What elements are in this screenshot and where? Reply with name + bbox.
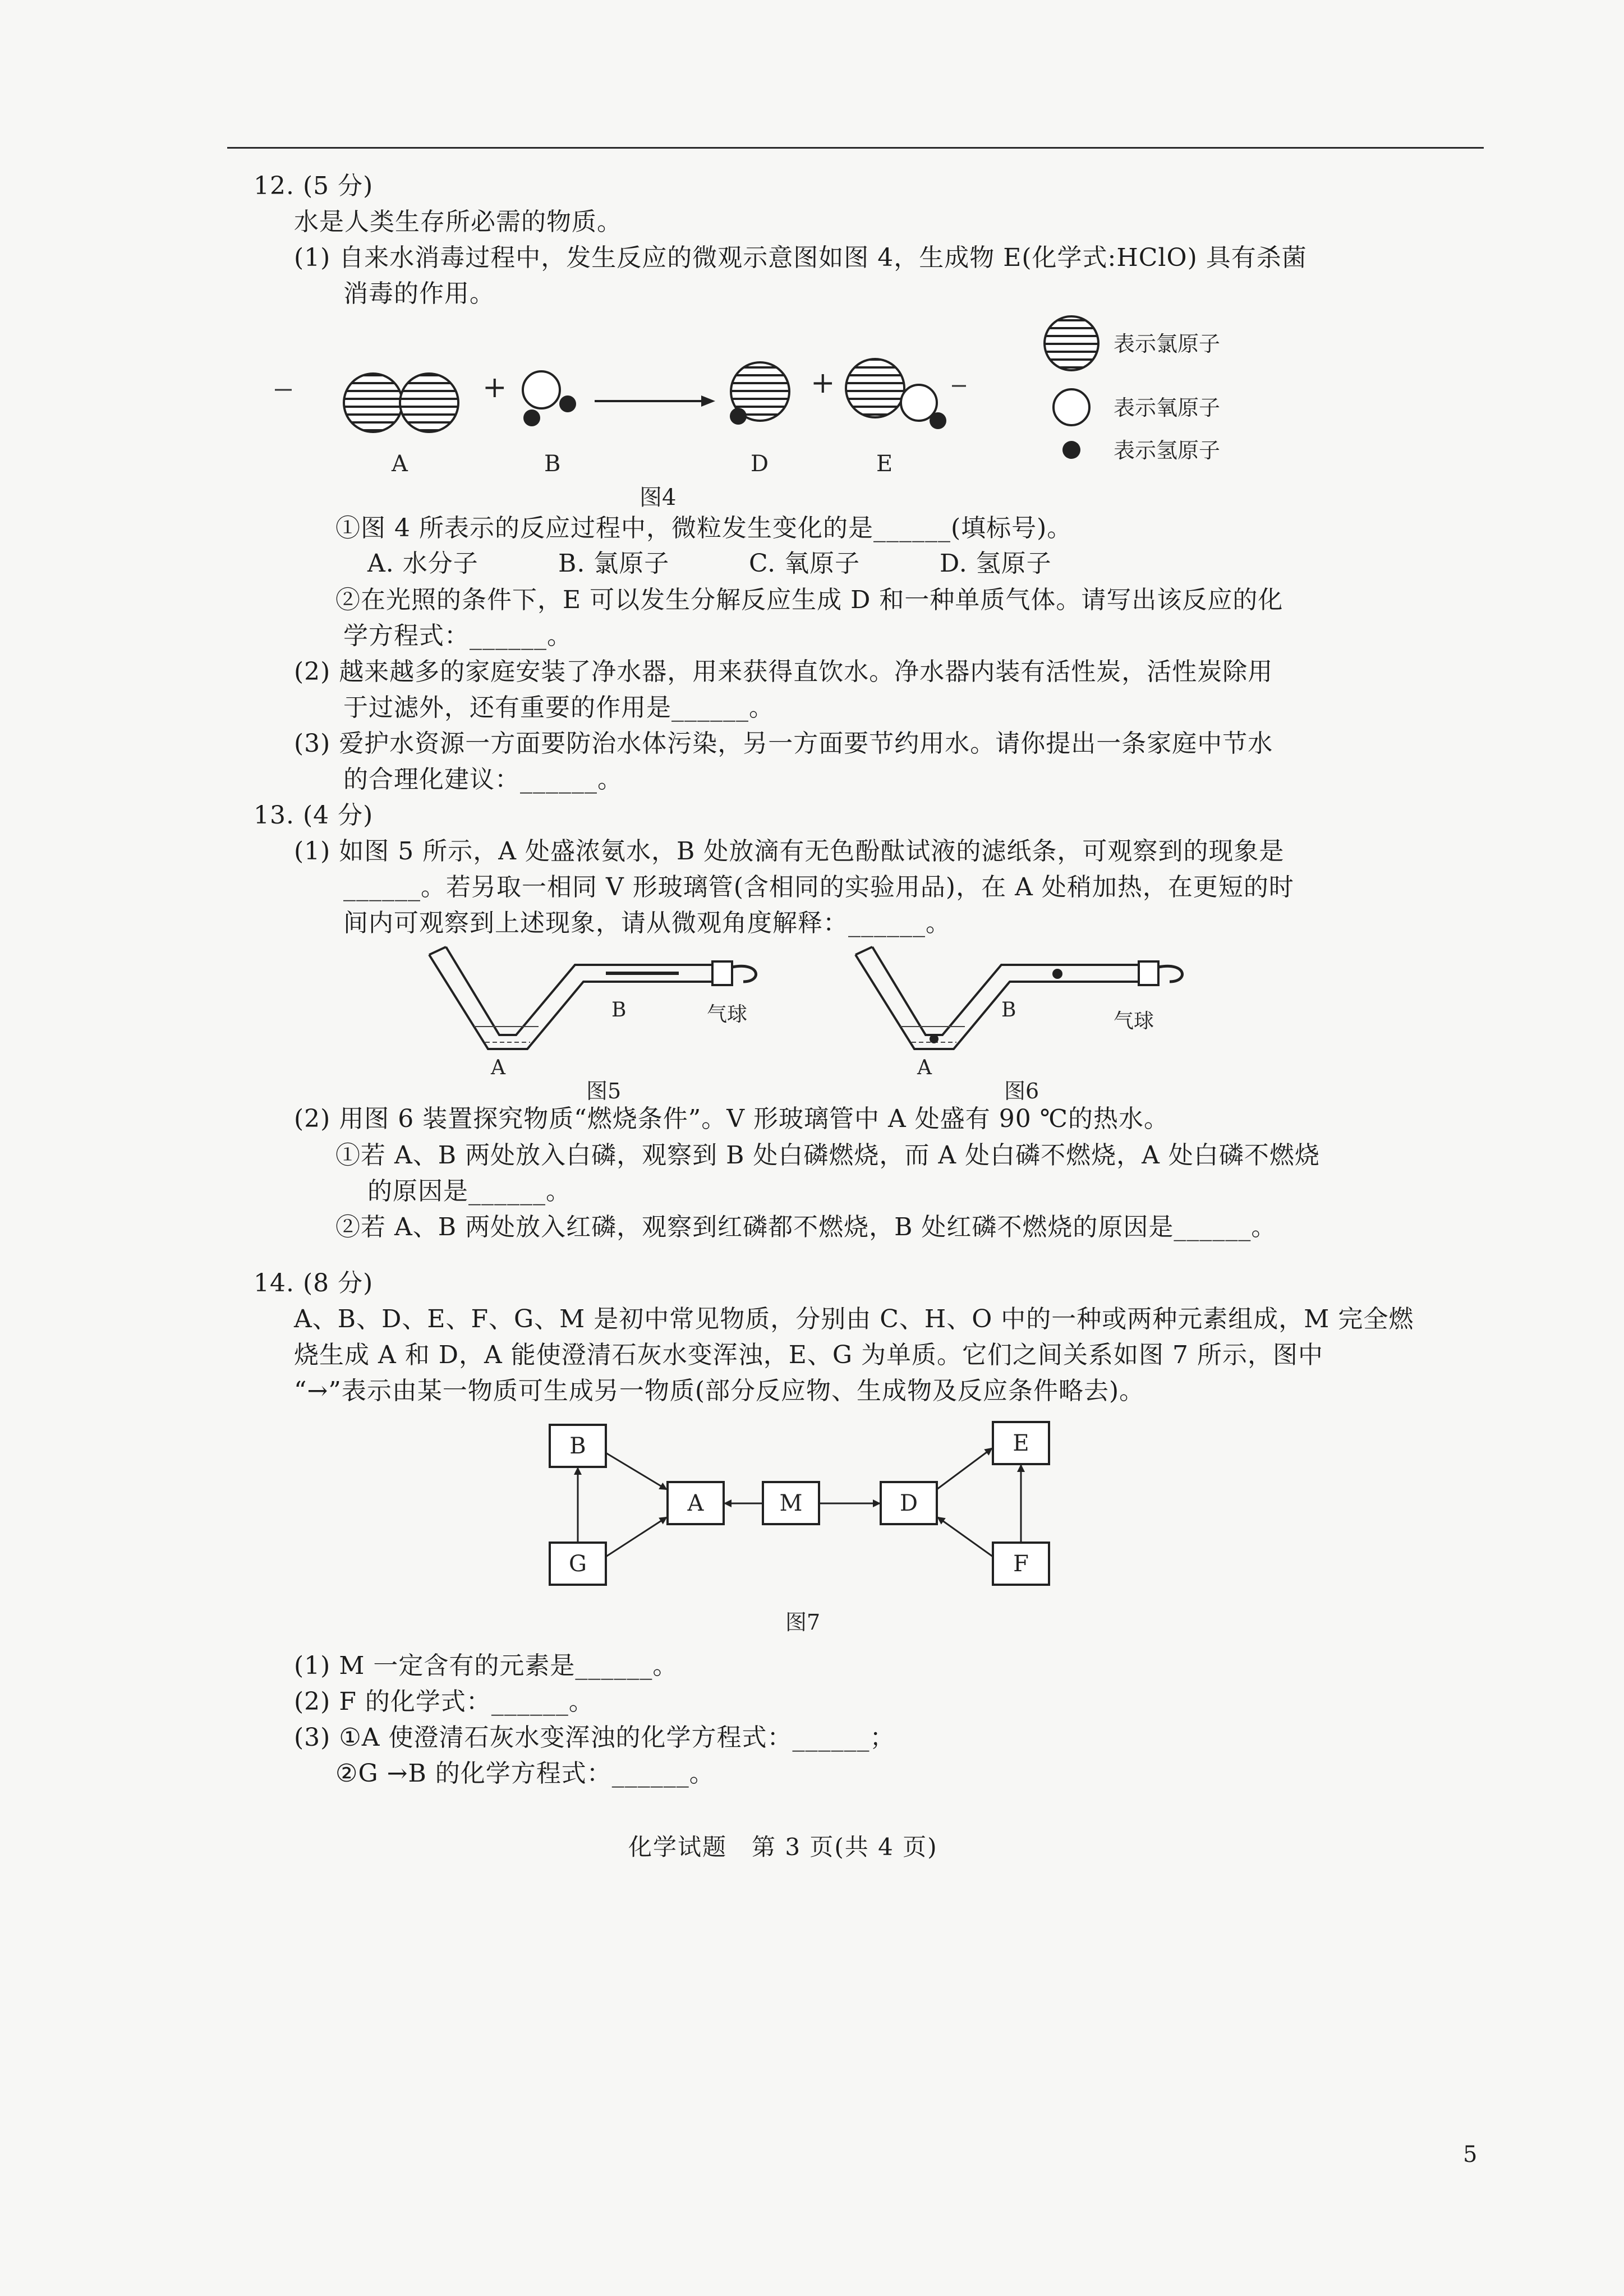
q12-p3-line2: 的合理化建议：______。 [343,765,623,794]
fig7-caption: 图7 [785,1610,821,1635]
fig4-label-b: B [544,451,561,477]
legend-chlorine: 表示氯原子 [1114,332,1221,356]
q13-p1-line3: 间内可观察到上述现象，请从微观角度解释：______。 [343,909,951,937]
q14-intro-line3: “→”表示由某一物质可生成另一物质(部分反应物、生成物及反应条件略去)。 [294,1377,1145,1405]
molecule-d-hcl [730,362,789,425]
fig5-caption: 图5 [586,1079,622,1103]
q14-intro-line2: 烧生成 A 和 D，A 能使澄清石灰水变浑浊，E、G 为单质。它们之间关系如图 7 所示，图中 [294,1341,1323,1369]
q13-s1-line1: ①若 A、B 两处放入白磷，观察到 B 处白磷燃烧，而 A 处白磷不燃烧，A 处白磷不燃烧 [335,1141,1320,1170]
q14-title: 14. (8 分) [254,1269,374,1297]
q12-option-b: B. 氯原子 [558,549,670,578]
node-f-label: F [1013,1551,1029,1577]
q12-s2-line2: 学方程式：______。 [343,622,572,650]
svg-text:+: + [482,371,507,404]
svg-text:+: + [811,366,835,400]
fig6-label-balloon: 气球 [1114,1010,1154,1033]
page-footer: 化学试题 第 3 页(共 4 页) [628,1833,938,1861]
fig4-legend [1045,316,1220,463]
q13-s2: ②若 A、B 两处放入红磷，观察到红磷都不燃烧，B 处红磷不燃烧的原因是______。 [335,1213,1277,1241]
q12-option-d: D. 氢原子 [940,549,1052,578]
node-g-label: G [569,1551,587,1577]
q12-option-c: C. 氧原子 [749,549,861,578]
molecule-a-chlorine [344,374,458,432]
fig5-label-balloon: 气球 [707,1003,748,1026]
q13-p1-line1: (1) 如图 5 所示，A 处盛浓氨水，B 处放滴有无色酚酞试液的滤纸条，可观察到的现象是 [294,837,1285,866]
node-d-label: D [899,1490,918,1516]
molecule-b-water [523,371,576,426]
q13-p2: (2) 用图 6 装置探究物质“燃烧条件”。V 形玻璃管中 A 处盛有 90 ℃的热水。 [294,1105,1169,1133]
q14-q2: (2) F 的化学式：______。 [294,1687,594,1716]
fig6-label-b: B [1001,999,1016,1022]
q12-s2-line1: ②在光照的条件下，E 可以发生分解反应生成 D 和一种单质气体。请写出该反应的化 [335,586,1283,614]
q12-p3-line1: (3) 爱护水资源一方面要防治水体污染，另一方面要节约用水。请你提出一条家庭中节水 [294,729,1273,758]
fig4-caption: 图4 [640,485,677,510]
q12-p1-line1: (1) 自来水消毒过程中，发生反应的微观示意图如图 4，生成物 E(化学式:HClO) 具有杀菌 [294,243,1307,272]
fig4-label-e: E [876,451,893,477]
q12-title: 12. (5 分) [254,172,374,200]
q13-title: 13. (4 分) [254,801,374,830]
q12-s1: ①图 4 所表示的反应过程中，微粒发生变化的是______(填标号)。 [335,514,1073,542]
node-e-label: E [1013,1430,1029,1456]
q12-p2-line1: (2) 越来越多的家庭安装了净水器，用来获得直饮水。净水器内装有活性炭，活性炭除用 [294,657,1273,686]
q14-q1: (1) M 一定含有的元素是______。 [294,1651,678,1680]
q13-p1-line2: ______。若另取一相同 V 形玻璃管(含相同的实验用品)，在 A 处稍加热，在更短的时 [343,873,1294,901]
fig4-label-d: D [751,451,769,477]
molecule-e-hclo [846,359,946,429]
q12-option-a: A. 水分子 [367,549,479,578]
fig4-reaction-diagram [258,303,1324,516]
fig5-label-b: B [611,999,627,1022]
q12-p1-line2: 消毒的作用。 [343,279,495,308]
q12-p2-line2: 于过滤外，还有重要的作用是______。 [343,693,774,722]
fig6-v-tube-apparatus [841,942,1223,1105]
q13-s1-line2: 的原因是______。 [367,1177,571,1205]
top-rule [227,147,1484,149]
node-b-label: B [569,1433,586,1459]
fig5-v-tube-apparatus [415,942,797,1105]
fig6-caption: 图6 [1004,1079,1039,1103]
node-a-label: A [687,1490,704,1516]
fig7-relation-diagram [539,1414,1077,1638]
fig6-label-a: A [917,1056,932,1079]
legend-oxygen: 表示氧原子 [1114,395,1221,420]
legend-hydrogen: 表示氢原子 [1114,438,1221,463]
fig4-label-a: A [392,451,408,477]
q14-q3a: (3) ①A 使澄清石灰水变浑浊的化学方程式：______； [294,1723,895,1752]
node-m-label: M [779,1490,803,1516]
fig5-label-a: A [491,1056,505,1079]
q14-intro-line1: A、B、D、E、F、G、M 是初中常见物质，分别由 C、H、O 中的一种或两种元素组成，M 完全燃 [294,1305,1414,1333]
page-number: 5 [1463,2142,1478,2168]
q12-intro: 水是人类生存所必需的物质。 [294,208,622,236]
q14-q3b: ②G →B 的化学方程式：______。 [335,1759,715,1788]
